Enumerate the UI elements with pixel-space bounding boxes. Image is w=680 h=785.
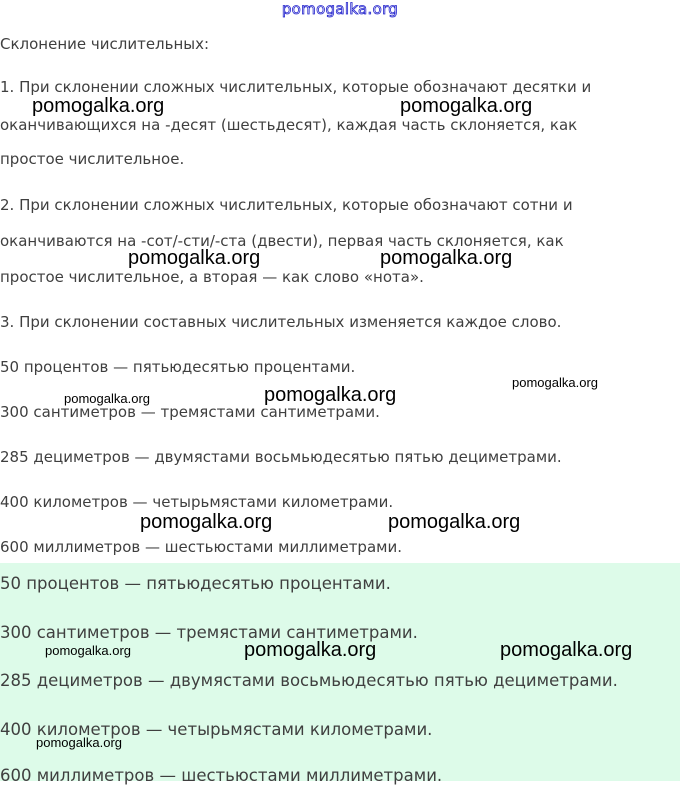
- highlight-example: 285 дециметров — двумястами восьмьюдесятью пятью дециметрами.: [0, 671, 618, 690]
- highlight-example: 50 процентов — пятьюдесятью процентами.: [0, 574, 391, 593]
- rule-3: 3. При склонении составных числительных изменяется каждое слово.: [0, 313, 562, 331]
- rule-2-line-1: 2. При склонении сложных числительных, которые обозначают сотни и: [0, 196, 573, 214]
- watermark: pomogalka.org: [244, 639, 377, 661]
- highlight-example: 300 сантиметров — тремястами сантиметрами.: [0, 623, 418, 642]
- example-item: 400 километров — четырьмястами километрами.: [0, 493, 394, 511]
- example-item: 50 процентов — пятьюдесятью процентами.: [0, 358, 356, 376]
- watermark: pomogalka.org: [388, 511, 521, 533]
- watermark: pomogalka.org: [264, 384, 397, 406]
- example-item: 600 миллиметров — шестьюстами миллиметрами.: [0, 538, 402, 556]
- rule-1-line-1: 1. При склонении сложных числительных, которые обозначают десятки и: [0, 78, 592, 96]
- watermark: pomogalka.org: [32, 95, 165, 117]
- highlight-example: 600 миллиметров — шестьюстами миллиметрами.: [0, 766, 443, 785]
- site-link[interactable]: pomogalka.org: [281, 0, 399, 18]
- watermark: pomogalka.org: [400, 95, 533, 117]
- watermark: pomogalka.org: [45, 643, 131, 658]
- highlight-example: 400 километров — четырьмястами километрами.: [0, 720, 433, 739]
- watermark: pomogalka.org: [380, 247, 513, 269]
- watermark: pomogalka.org: [64, 391, 150, 406]
- article-title: Склонение числительных:: [0, 35, 210, 53]
- example-item: 285 дециметров — двумястами восьмьюдесятью пятью дециметрами.: [0, 448, 562, 466]
- watermark: pomogalka.org: [128, 247, 261, 269]
- rule-2-line-3: простое числительное, а вторая — как слово «нота».: [0, 268, 424, 286]
- watermark: pomogalka.org: [512, 375, 598, 390]
- watermark: pomogalka.org: [140, 511, 273, 533]
- example-item: 300 сантиметров — тремястами сантиметрами.: [0, 403, 380, 421]
- rule-1-line-3: простое числительное.: [0, 150, 185, 168]
- rule-2-line-2: оканчиваются на -сот/-сти/-ста (двести), первая часть склоняется, как: [0, 232, 564, 250]
- watermark: pomogalka.org: [500, 639, 633, 661]
- watermark: pomogalka.org: [36, 735, 122, 750]
- rule-1-line-2: оканчивающихся на -десят (шестьдесят), каждая часть склоняется, как: [0, 116, 578, 134]
